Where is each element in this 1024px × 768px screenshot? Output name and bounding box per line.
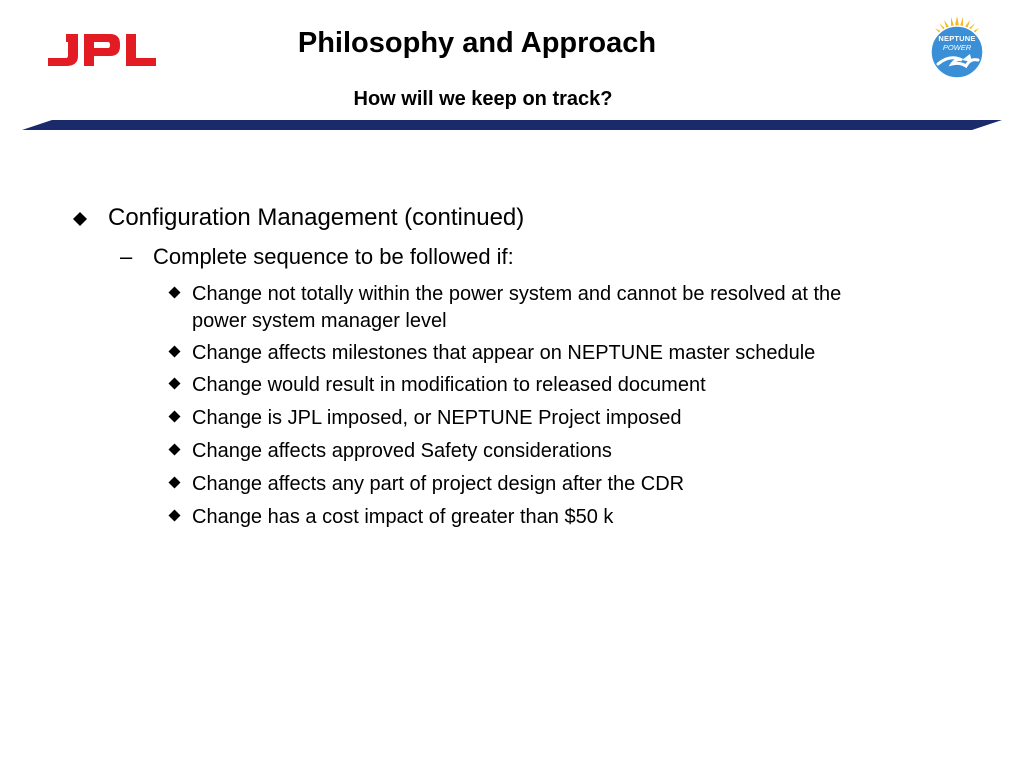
diamond-bullet-icon — [168, 443, 181, 456]
page-title: Philosophy and Approach — [297, 27, 657, 59]
list-item-text-line: Change affects any part of project design after the CDR — [192, 473, 685, 495]
diamond-bullet-icon — [168, 377, 181, 390]
list-item-text-line: Change is JPL imposed, or NEPTUNE Project imposed — [192, 407, 682, 429]
list-item-text-line: power system manager level — [192, 310, 447, 332]
list-item-text-line: Change affects milestones that appear on NEPTUNE master schedule — [192, 342, 816, 364]
diamond-bullet-icon — [168, 476, 181, 489]
list-item-text-line: Change affects approved Safety considerations — [192, 440, 612, 462]
diamond-bullet-icon — [168, 509, 181, 522]
bullet-level1-text: Configuration Management (continued) — [108, 204, 525, 231]
diamond-bullet-icon — [168, 345, 181, 358]
page-subtitle: How will we keep on track? — [353, 88, 613, 110]
bullet-level2-text: Complete sequence to be followed if: — [153, 244, 514, 269]
list-item-text-line: Change not totally within the power system and cannot be resolved at the — [192, 283, 842, 305]
list-item-text-line: Change has a cost impact of greater than $50 k — [192, 506, 614, 528]
diamond-bullet-icon — [72, 211, 88, 227]
diamond-bullet-icon — [168, 410, 181, 423]
neptune-logo-top-text: NEPTUNE — [938, 34, 976, 43]
list-item-text-line: Change would result in modification to released document — [192, 374, 706, 396]
dash-bullet: – — [120, 244, 133, 269]
neptune-logo-bottom-text: POWER — [942, 43, 972, 52]
diamond-bullet-icon — [168, 286, 181, 299]
